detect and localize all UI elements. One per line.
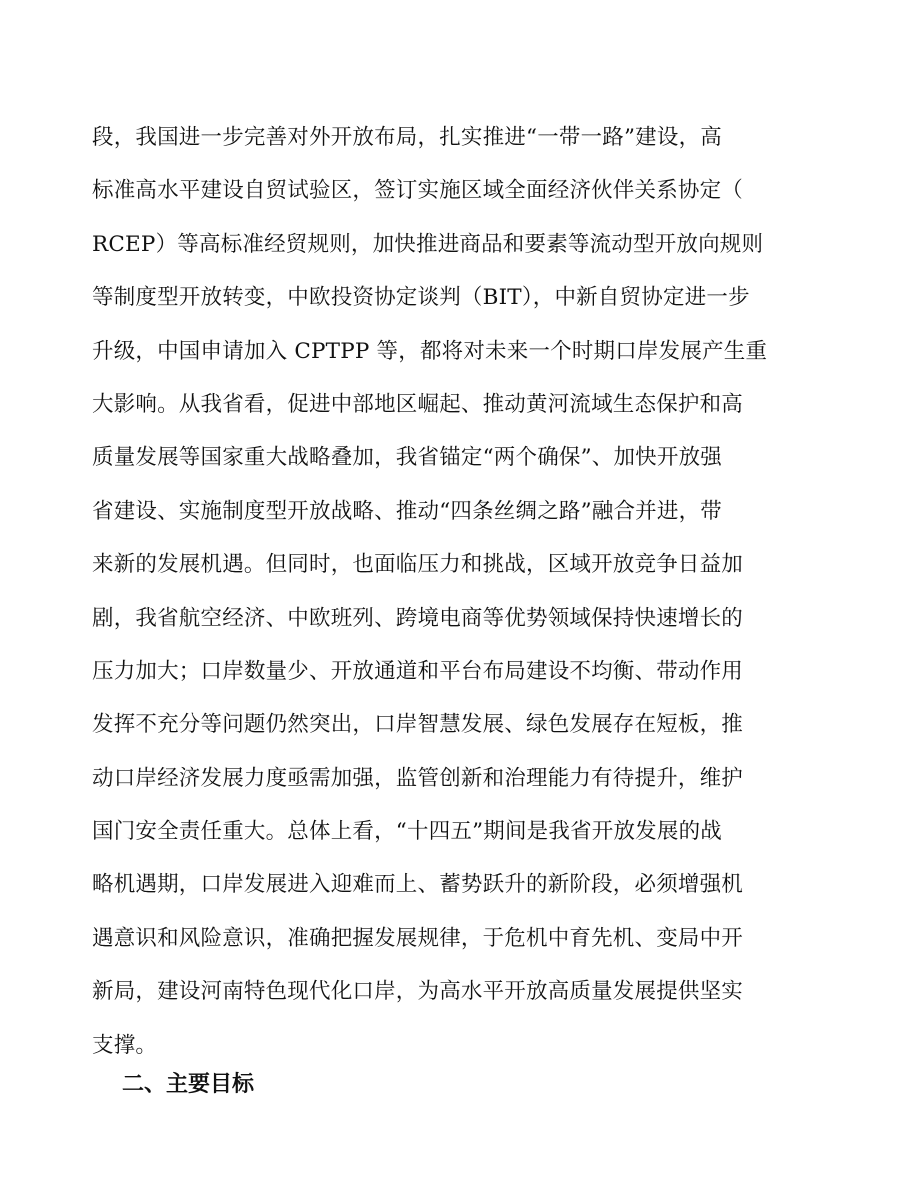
- paragraph-line-8: 省建设、实施制度型开放战略、推动“四条丝绸之路”融合并进，带: [92, 498, 722, 524]
- paragraph-line-12: 发挥不充分等问题仍然突出，口岸智慧发展、绿色发展存在短板，推: [92, 712, 744, 738]
- paragraph-line-17: 新局，建设河南特色现代化口岸，为高水平开放高质量发展提供坚实: [92, 979, 744, 1005]
- paragraph-line-1: 段，我国进一步完善对外开放布局，扎实推进“一带一路”建设，高: [92, 125, 722, 150]
- paragraph-line-10: 剧，我省航空经济、中欧班列、跨境电商等优势领域保持快速增长的: [92, 605, 744, 631]
- paragraph-line-2: 标准高水平建设自贸试验区，签订实施区域全面经济伙伴关系协定（: [92, 178, 744, 204]
- body-paragraph: [92, 118, 832, 1079]
- paragraph-line-6: 大影响。从我省看，促进中部地区崛起、推动黄河流域生态保护和高: [92, 391, 744, 417]
- paragraph-line-16: 遇意识和风险意识，准确把握发展规律，于危机中育先机、变局中开: [92, 925, 744, 951]
- paragraph-line-18: 支撑。: [92, 1032, 158, 1058]
- paragraph-line-9: 来新的发展机遇。但同时，也面临压力和挑战，区域开放竞争日益加: [92, 552, 744, 578]
- paragraph-line-15: 略机遇期，口岸发展进入迎难而上、蓄势跃升的新阶段，必须增强机: [92, 872, 744, 898]
- paragraph-line-4: 等制度型开放转变，中欧投资协定谈判（BIT），中新自贸协定进一步: [92, 285, 750, 311]
- paragraph-line-13: 动口岸经济发展力度亟需加强，监管创新和治理能力有待提升，维护: [92, 765, 744, 791]
- paragraph-line-5: 升级，中国申请加入 CPTPP 等，都将对未来一个时期口岸发展产生重: [92, 338, 768, 364]
- paragraph-line-11: 压力加大；口岸数量少、开放通道和平台布局建设不均衡、带动作用: [92, 658, 744, 684]
- paragraph-line-3: RCEP）等高标准经贸规则，加快推进商品和要素等流动型开放向规则: [92, 231, 764, 257]
- section-heading: 二、主要目标: [122, 1071, 255, 1097]
- paragraph-line-7: 质量发展等国家重大战略叠加，我省锚定“两个确保”、加快开放强: [92, 445, 722, 471]
- paragraph-line-14: 国门安全责任重大。总体上看，“十四五”期间是我省开放发展的战: [92, 819, 722, 845]
